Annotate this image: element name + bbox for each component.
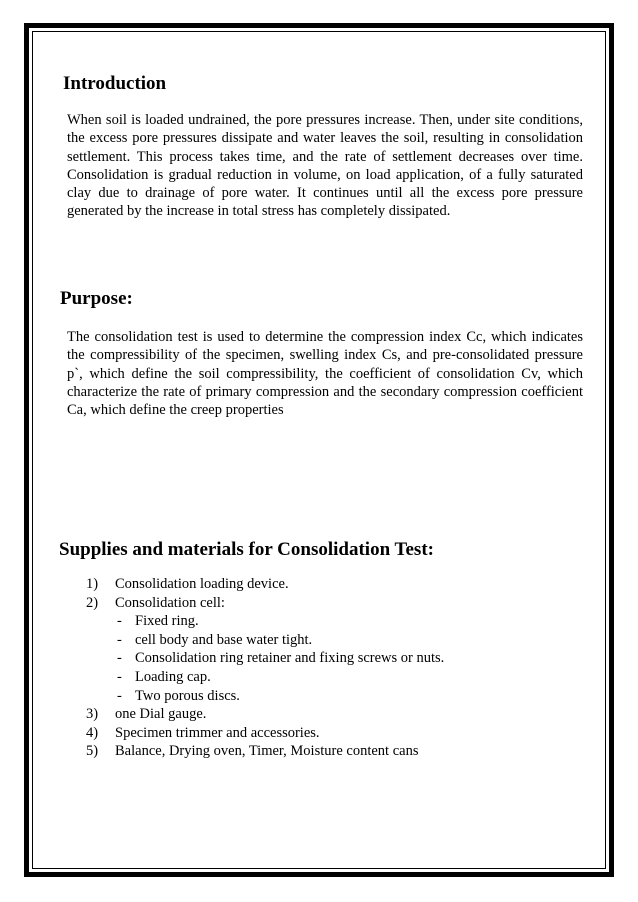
sub-list-dash: -	[117, 687, 122, 704]
sub-list-dash: -	[117, 631, 122, 648]
purpose-heading: Purpose:	[60, 288, 133, 309]
list-item-number: 1)	[86, 576, 99, 592]
sub-list-text: Fixed ring.	[135, 613, 199, 630]
purpose-paragraph: The consolidation test is used to determine the compression index Cc, which indicates the compressibility of the specimen, swelling index Cs, and pre-consolidated pressure p`, which define the soil compressibility, the coefficient of consolidation Cv, which characterize the rate of primary compression and the secondary compression coefficient Ca, which define the creep properties	[67, 329, 583, 419]
sub-list-text: Loading cap.	[135, 668, 211, 685]
sub-list-dash: -	[117, 613, 122, 630]
sub-list-text: cell body and base water tight.	[135, 631, 313, 648]
sub-list-dash: -	[117, 668, 122, 685]
sub-list-text: Two porous discs.	[135, 687, 240, 704]
list-item-text: one Dial gauge.	[115, 706, 207, 723]
list-item-number: 4)	[86, 724, 99, 741]
list-item-text: Balance, Drying oven, Timer, Moisture content cans	[115, 743, 419, 760]
sub-list-dash: -	[117, 650, 122, 667]
introduction-paragraph: When soil is loaded undrained, the pore pressures increase. Then, under site conditions, the excess pore pressures dissipate and water leaves the soil, resulting in consolidation settlement. This process takes time, and the rate of settlement decreases over time. Consolidation is gradual reduction in volume, on load application, of a fully saturated clay due to drainage of pore water. It continues until all the excess pore pressure generated by the increase in total stress has completely dissipated.	[67, 112, 583, 220]
list-item-text: Specimen trimmer and accessories.	[115, 724, 320, 741]
sub-list-text: Consolidation ring retainer and fixing screws or nuts.	[135, 650, 445, 667]
supplies-heading: Supplies and materials for Consolidation Test:	[59, 539, 434, 560]
introduction-heading: Introduction	[63, 73, 167, 94]
list-item-text: Consolidation loading device.	[115, 576, 289, 592]
list-item-text: Consolidation cell:	[115, 594, 225, 611]
list-item-number: 5)	[86, 743, 99, 760]
list-item-number: 2)	[86, 594, 99, 611]
list-item-number: 3)	[86, 706, 99, 723]
